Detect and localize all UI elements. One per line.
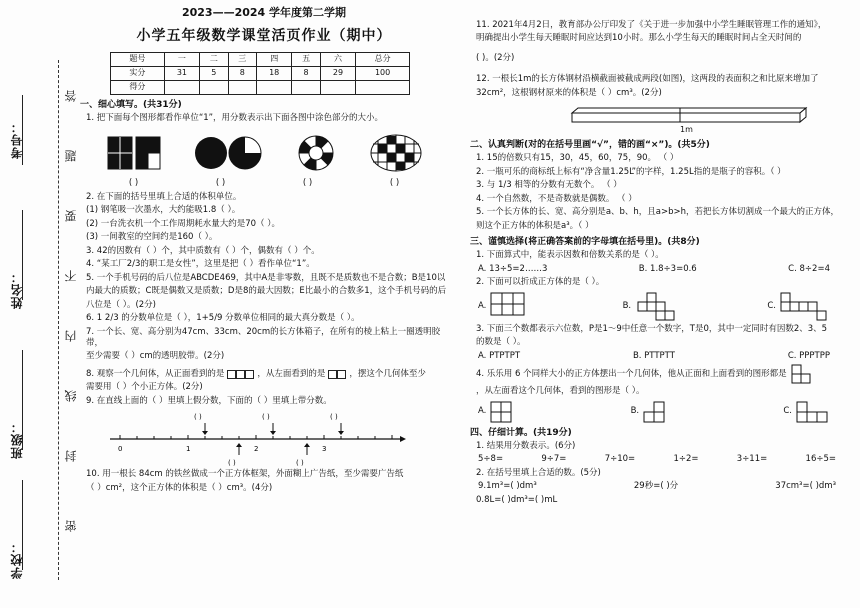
page-title: 小学五年级数学课堂活页作业（期中） xyxy=(136,27,392,44)
question-text: 7. 一个长、宽、高分别为47cm、33cm、20cm的长方体箱子，在所有的棱上粘上一圈透明胶带， xyxy=(86,326,441,348)
question-text: 2. 一瓶可乐的商标纸上标有“净含量1.25L”的字样，1.25L指的是瓶子的容积。（ ） xyxy=(476,166,786,177)
banji-label: 班级： xyxy=(10,420,24,459)
question-text: 1. 把下面每个图形都看作单位“1”，用分数表示出下面各图中涂色部分的大小。 xyxy=(86,112,384,123)
question-text: 2. 在括号里填上合适的数。(5分) xyxy=(476,467,601,478)
cube-net-c-icon xyxy=(780,292,830,322)
answer-row xyxy=(90,178,438,189)
question-text: ，从左面看到的是 xyxy=(257,368,326,379)
choice-option[interactable] xyxy=(478,401,514,423)
svg-text:( ): ( ) xyxy=(228,459,236,468)
question-text: 则这个正方体的体积是a³。（ ） xyxy=(476,220,594,231)
question-text: ( )。(2分) xyxy=(476,52,515,63)
score-input-cell[interactable] xyxy=(292,80,320,94)
table-cell: 题号 xyxy=(111,52,165,66)
question-text: 内最大的质数；C既是偶数又是质数；D是8的最大因数；E比最小的合数多1，这个手机号码的后 xyxy=(86,286,447,297)
choice-option[interactable]: B. PTTPTT xyxy=(632,350,675,361)
question-text: ，从左面看这个几何体，看到的图形是（ ）。 xyxy=(476,386,645,397)
table-cell: 5 xyxy=(200,66,228,80)
view-b-icon xyxy=(643,401,667,423)
question-text: 至少需要（ ）cm的透明胶带。(2分) xyxy=(86,351,225,362)
term-heading: 2023——2024 学年度第二学期 xyxy=(181,6,347,19)
question-text: 6. 1 2/3 的分数单位是（ ），1+5/9 分数单位相同的最大真分数是（ ）。 xyxy=(86,313,360,324)
choice-option[interactable]: B. 1.8÷3=0.6 xyxy=(638,263,697,274)
option-label: B. xyxy=(630,405,640,416)
xingming-label: 姓名： xyxy=(10,270,24,309)
choice-row xyxy=(478,264,830,275)
steel-bar-diagram xyxy=(570,105,810,125)
xingming-line xyxy=(22,210,23,300)
seal-char: 不 xyxy=(64,270,78,282)
question-8 xyxy=(86,369,448,380)
question-text: 32cm²，这根钢材原来的体积是（ ）cm³。(2分) xyxy=(476,87,662,98)
section-heading: 二、认真判断(对的在括号里画“√”，错的画“×”)。(共5分) xyxy=(470,140,710,151)
section-heading: 三、谨慎选择(将正确答案前的字母填在括号里)。(共8分) xyxy=(470,237,700,248)
seal-char: 题 xyxy=(64,150,78,162)
choice-row xyxy=(478,401,830,423)
calc-item[interactable]: 1÷2= xyxy=(673,454,699,465)
left-column xyxy=(80,4,448,604)
option-label: A. xyxy=(478,301,487,312)
tick-label: 1 xyxy=(186,445,191,454)
number-line xyxy=(100,409,448,467)
table-cell: 一 xyxy=(164,52,199,66)
fraction-figures xyxy=(90,128,438,178)
question-text: 4. “某工厂2/3的职工是女性”，这里是把（ ）看作单位“1”。 xyxy=(86,259,315,270)
section-heading: 一、细心填写。(共31分) xyxy=(80,99,182,110)
tick-label: 0 xyxy=(118,445,123,454)
option-label: C. xyxy=(767,301,776,312)
answer-blank[interactable]: ( ) xyxy=(389,178,400,189)
table-cell: 实分 xyxy=(111,66,165,80)
question-text: 5. 一个手机号码的后八位是ABCDE469，其中A是非零数，且既不是质数也不是合数；B是10以 xyxy=(86,272,446,283)
seal-char: 答 xyxy=(64,90,78,102)
question-text: 5. 一个长方体的长、宽、高分别是a、b、h，且a>b>h，若把长方体切割成一个最大的正方体， xyxy=(476,207,840,218)
calc-item[interactable]: 9.1m³=( )dm³ xyxy=(478,481,537,492)
table-cell: 100 xyxy=(356,66,410,80)
tick-label: 3 xyxy=(322,445,327,454)
kaohao-line xyxy=(22,95,23,165)
choice-row xyxy=(478,292,830,322)
table-row xyxy=(111,52,410,66)
table-cell: 8 xyxy=(292,66,320,80)
question-text: 2. 在下面的括号里填上合适的体积单位。 xyxy=(86,191,242,202)
table-cell: 总分 xyxy=(356,52,410,66)
calc-row xyxy=(478,454,836,465)
question-text: 明确提出小学生每天睡眠时间应达到10小时。那么小学生每天的睡眠时间占全天时间的 xyxy=(476,33,802,44)
question-text: 八位是（ ）。(2分) xyxy=(86,299,156,310)
answer-blank[interactable]: ( ) xyxy=(215,178,226,189)
option-label: C. xyxy=(783,405,792,416)
seal-line xyxy=(58,60,59,580)
kaohao-label: 考号： xyxy=(10,120,24,159)
table-row xyxy=(111,80,410,94)
question-text: 1. 下面算式中，能表示因数和倍数关系的是（ ）。 xyxy=(476,250,664,261)
question-text: 9. 在直线上面的（ ）里填上假分数，下面的（ ）里填上带分数。 xyxy=(86,395,332,406)
seal-char: 内 xyxy=(64,330,78,342)
view-a-icon xyxy=(490,401,514,423)
question-text: 11. 2021年4月2日，教育部办公厅印发了《关于进一步加强中小学生睡眠管理工作的通知》， xyxy=(476,20,827,30)
score-input-cell[interactable] xyxy=(200,80,228,94)
question-text: (3) 一间教室的空间约是160（ ）。 xyxy=(86,232,218,243)
shaded-circles-figure xyxy=(193,133,263,173)
svg-text:( ): ( ) xyxy=(330,413,338,422)
choice-option[interactable] xyxy=(478,292,536,322)
table-cell: 29 xyxy=(320,66,355,80)
question-text: 12. 一根长1m的长方体钢材沿横截面被截成两段(如图)，这两段的表面积之和比原来增加了 xyxy=(476,74,819,85)
question-text: 4. 一个自然数，不是奇数就是偶数。 （ ） xyxy=(476,193,637,204)
shaded-squares-figure xyxy=(106,133,162,173)
score-input-cell[interactable] xyxy=(257,80,292,94)
question-text: 的数是（ ）。 xyxy=(476,337,526,348)
shaded-grid-ellipse-figure xyxy=(369,133,423,173)
choice-option[interactable] xyxy=(631,401,668,423)
choice-option[interactable]: A. PTPTPT xyxy=(478,350,521,361)
binding-margin xyxy=(0,0,78,608)
choice-row xyxy=(478,351,830,362)
svg-text:( ): ( ) xyxy=(296,459,304,468)
section-heading: 四、仔细计算。(共19分) xyxy=(470,427,572,438)
question-text: 需要用（ ）个小正方体。(2分) xyxy=(86,382,203,393)
question-text: 3. 42的因数有（ ）个，其中质数有（ ）个，偶数有（ ）个。 xyxy=(86,245,320,256)
table-row xyxy=(111,66,410,80)
svg-text:( ): ( ) xyxy=(194,413,202,422)
choice-option[interactable]: A. 13÷5=2……3 xyxy=(478,263,548,274)
seal-char: 封 xyxy=(64,450,78,462)
question-text: 8. 观察一个几何体，从正面看到的是 xyxy=(86,368,225,379)
calc-item[interactable]: 5÷8= xyxy=(478,454,504,465)
question-text: 1. 15的倍数只有15，30，45，60，75，90。 （ ） xyxy=(476,153,679,164)
svg-text:( ): ( ) xyxy=(262,413,270,422)
table-cell: 18 xyxy=(257,66,292,80)
steel-bar-figure xyxy=(570,105,850,135)
xuexiao-line xyxy=(22,480,23,570)
left-view-icon xyxy=(328,370,346,379)
right-column xyxy=(470,4,850,604)
question-text: (2) 一台洗衣机一个工作周期耗水量大约是70（ ）。 xyxy=(86,218,281,229)
seal-char: 密 xyxy=(64,520,78,532)
question-text: 1. 结果用分数表示。(6分) xyxy=(476,440,576,451)
question-text: 4. 乐乐用 6 个同样大小的正方体摆出一个几何体，他从正面和上面看到的图形都是 xyxy=(476,368,787,379)
seal-char: 线 xyxy=(64,390,78,402)
table-cell: 六 xyxy=(320,52,355,66)
calc-row xyxy=(478,481,836,492)
score-input-cell[interactable] xyxy=(356,80,410,94)
cube-net-a-icon xyxy=(490,292,536,322)
calc-item[interactable]: 3÷11= xyxy=(736,454,768,465)
calc-item[interactable]: 37cm³=( )dm³ xyxy=(775,481,836,492)
shaded-wheel-figure xyxy=(294,133,338,173)
score-table xyxy=(110,52,410,95)
question-text: ，摆这个几何体至少 xyxy=(349,368,426,379)
answer-blank[interactable]: ( ) xyxy=(302,178,313,189)
table-cell: 8 xyxy=(228,66,256,80)
table-cell: 31 xyxy=(164,66,199,80)
score-input-cell[interactable] xyxy=(228,80,256,94)
calc-item[interactable]: 7÷10= xyxy=(604,454,636,465)
banji-line xyxy=(22,350,23,450)
table-cell: 得分 xyxy=(111,80,165,94)
question-text: (1) 钢笔吸一次墨水，大约能吸1.8（ ）。 xyxy=(86,205,241,216)
question-text: 2. 下面可以折成正方体的是（ ）。 xyxy=(476,277,605,288)
choice-option[interactable] xyxy=(623,292,682,322)
seal-char: 要 xyxy=(64,210,78,222)
choice-option[interactable]: C. 8÷2=4 xyxy=(788,263,830,274)
question-4 xyxy=(476,364,850,384)
cube-net-b-icon xyxy=(635,292,681,322)
choice-option[interactable] xyxy=(767,292,830,322)
score-input-cell[interactable] xyxy=(164,80,199,94)
bar-length-label: 1m xyxy=(680,125,693,135)
question-text: 3. 与 1/3 相等的分数有无数个。 （ ） xyxy=(476,180,622,191)
number-line-diagram xyxy=(100,409,420,467)
xuexiao-label: 学校： xyxy=(10,540,24,579)
score-input-cell[interactable] xyxy=(320,80,355,94)
table-cell: 四 xyxy=(257,52,292,66)
question-text: 3. 下面三个数都表示六位数，P是1～9中任意一个数字，T是0，其中一定同时有因数2、3、5 xyxy=(476,323,828,334)
choice-option[interactable] xyxy=(783,401,830,423)
question-text: 10. 用一根长 84cm 的铁丝做成一个正方体框架，外面糊上广告纸，至少需要广告纸 xyxy=(86,469,404,480)
calc-item[interactable]: 16÷5= xyxy=(805,454,836,465)
calc-item[interactable]: 29秒=( )分 xyxy=(633,481,679,492)
answer-blank[interactable]: ( ) xyxy=(128,178,139,189)
tick-label: 2 xyxy=(254,445,259,454)
table-cell: 二 xyxy=(200,52,228,66)
view-c-icon xyxy=(796,401,830,423)
question-text: （ ）cm²，这个正方体的体积是（ ）cm³。(4分) xyxy=(86,482,273,493)
front-view-icon xyxy=(227,370,254,379)
calc-item[interactable]: 9÷7= xyxy=(541,454,567,465)
option-label: A. xyxy=(478,405,487,416)
table-cell: 三 xyxy=(228,52,256,66)
choice-option[interactable]: C. PPPTPP xyxy=(787,350,830,361)
front-top-view-icon xyxy=(791,364,815,384)
calc-item[interactable]: 0.8L=( )dm³=( )mL xyxy=(476,494,558,505)
table-cell: 五 xyxy=(292,52,320,66)
option-label: B. xyxy=(622,301,632,312)
